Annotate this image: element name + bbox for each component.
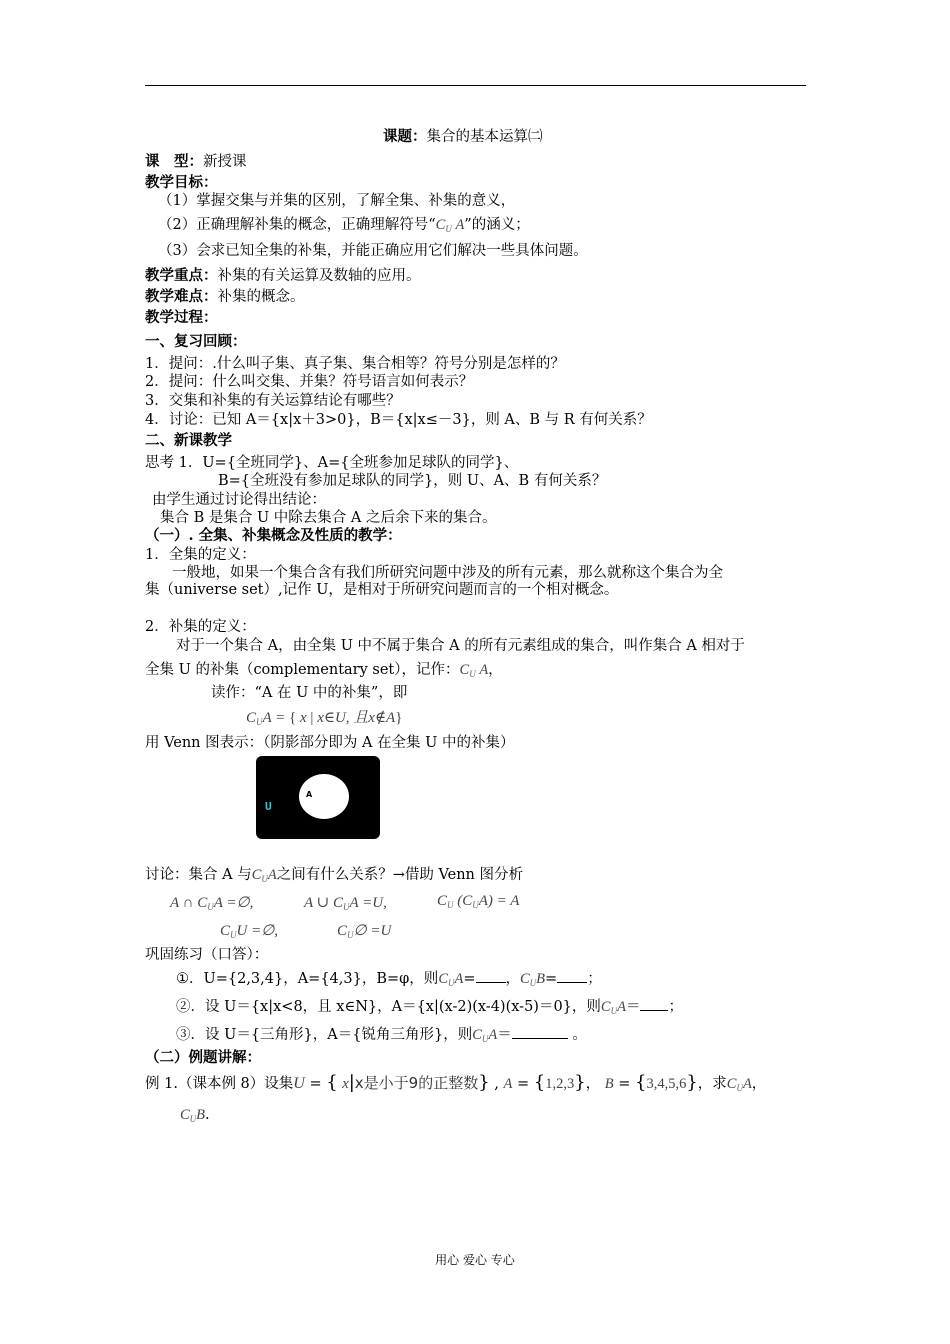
def1-line1: 一般地，如果一个集合含有我们所研究问题中涉及的所有元素，那么就称这个集合为全 — [172, 565, 723, 581]
exercise-1: ①．U={2,3,4}，A={4,3}，B=φ，则$C_UA=$ ，$C_UB=$ ； — [176, 971, 602, 988]
property-double-complement: $C_U$ $(C_UA) = A$ — [437, 893, 520, 910]
title-text: 集合的基本运算㈡ — [426, 129, 543, 145]
objective-2: （2）正确理解补集的概念，正确理解符号“$C_U$ A”的涵义； — [158, 217, 530, 234]
complement-symbol: $C_U$ A — [435, 217, 465, 234]
title-label: 课题： — [383, 128, 427, 145]
process-label: 教学过程： — [145, 309, 218, 326]
exercise-3-blank[interactable] — [512, 1026, 568, 1039]
objectives-label: 教学目标： — [145, 174, 218, 191]
practice-heading: 巩固练习（口答）： — [145, 947, 269, 963]
review-heading: 一、复习回顾： — [145, 333, 247, 350]
def1-title: 1．全集的定义： — [145, 547, 256, 563]
review-item-2: 2．提问：什么叫交集、并集？符号语言如何表示？ — [145, 374, 474, 390]
def2-title: 2．补集的定义： — [145, 619, 256, 635]
objective-3: （3）会求已知全集的补集，并能正确应用它们解决一些具体问题。 — [158, 243, 588, 259]
conclusion-intro: 由学生通过讨论得出结论： — [152, 492, 326, 508]
page-footer: 用心 爱心 专心 — [435, 1253, 515, 1267]
type-row: 课 型：新授课 — [145, 153, 247, 170]
def2-line1: 对于一个集合 A，由全集 U 中不属于集合 A 的所有元素组成的集合，叫作集合 A 相对于 — [176, 638, 745, 654]
section-1-heading: （一）. 全集、补集概念及性质的教学： — [145, 527, 402, 544]
exercise-1-blank-b[interactable] — [557, 970, 587, 983]
property-intersection: A ∩ $C_UA$ =∅, — [170, 895, 254, 912]
think-1: 思考 1．U={全班同学}、A={全班参加足球队的同学}、 — [145, 455, 519, 471]
property-union: A ∪ $C_UA =U$, — [304, 895, 387, 912]
property-complement-empty: $C_U\emptyset =U$ — [337, 923, 392, 940]
exercise-2-blank[interactable] — [640, 998, 668, 1011]
example-1-continued: $C_UB$. — [180, 1107, 210, 1124]
difficulties: 教学难点：补集的概念。 — [145, 288, 305, 305]
header-rule — [145, 85, 806, 86]
conclusion: 集合 B 是集合 U 中除去集合 A 之后余下来的集合。 — [160, 510, 497, 526]
review-item-3: 3．交集和补集的有关运算结论有哪些？ — [145, 393, 401, 409]
def1-line2: 集（universe set）,记作 U，是相对于所研究问题而言的一个相对概念。 — [145, 582, 619, 598]
complement-definition-formula: $C_UA$ = { x | x∈U, 且x∉A} — [246, 710, 403, 727]
lesson-title — [383, 128, 543, 146]
venn-diagram — [256, 756, 380, 839]
property-complement-universe: $C_UU$ =∅, — [220, 923, 279, 940]
discussion: 讨论：集合 A 与$C_UA$之间有什么关系？→借助 Venn 图分析 — [145, 867, 523, 884]
def2-line2: 全集 U 的补集（complementary set），记作：$C_U$ A， — [145, 662, 503, 679]
review-item-4: 4．讨论：已知 A＝{x|x＋3>0}，B＝{x|x≤－3}，则 A、B 与 R 有何关系？ — [145, 412, 652, 428]
exercise-1-blank-a[interactable] — [476, 970, 506, 983]
read-as: 读作：“A 在 U 中的补集”，即 — [211, 685, 408, 701]
objective-1: （1）掌握交集与并集的区别，了解全集、补集的意义， — [158, 193, 516, 209]
venn-universe-label: U — [265, 800, 272, 813]
key-points: 教学重点：补集的有关运算及数轴的应用。 — [145, 267, 421, 284]
venn-caption: 用 Venn 图表示：（阴影部分即为 A 在全集 U 中的补集） — [145, 735, 515, 751]
exercise-2: ②．设 U＝{x|x<8，且 x∈N}，A＝{x|(x-2)(x-4)(x-5)＝0}，则$C_UA=$ ； — [176, 999, 683, 1016]
review-item-1: 1．提问：.什么叫子集、真子集、集合相等？符号分别是怎样的？ — [145, 356, 565, 372]
example-1: 例 1.（课本例 8）设集U = { x|x是小于9的正整数} , A = {1,2,3}， B = {3,4,5,6}，求$C_UA$， — [145, 1072, 767, 1093]
new-lesson-heading: 二、新课教学 — [145, 432, 232, 449]
section-2-heading: （二）例题讲解： — [145, 1049, 261, 1066]
exercise-3: ③．设 U＝{三角形}，A＝{锐角三角形}，则$C_UA=$ 。 — [176, 1027, 587, 1044]
think-1b: B={全班没有参加足球队的同学}，则 U、A、B 有何关系？ — [218, 473, 607, 489]
venn-set-a-label: A — [306, 790, 313, 799]
